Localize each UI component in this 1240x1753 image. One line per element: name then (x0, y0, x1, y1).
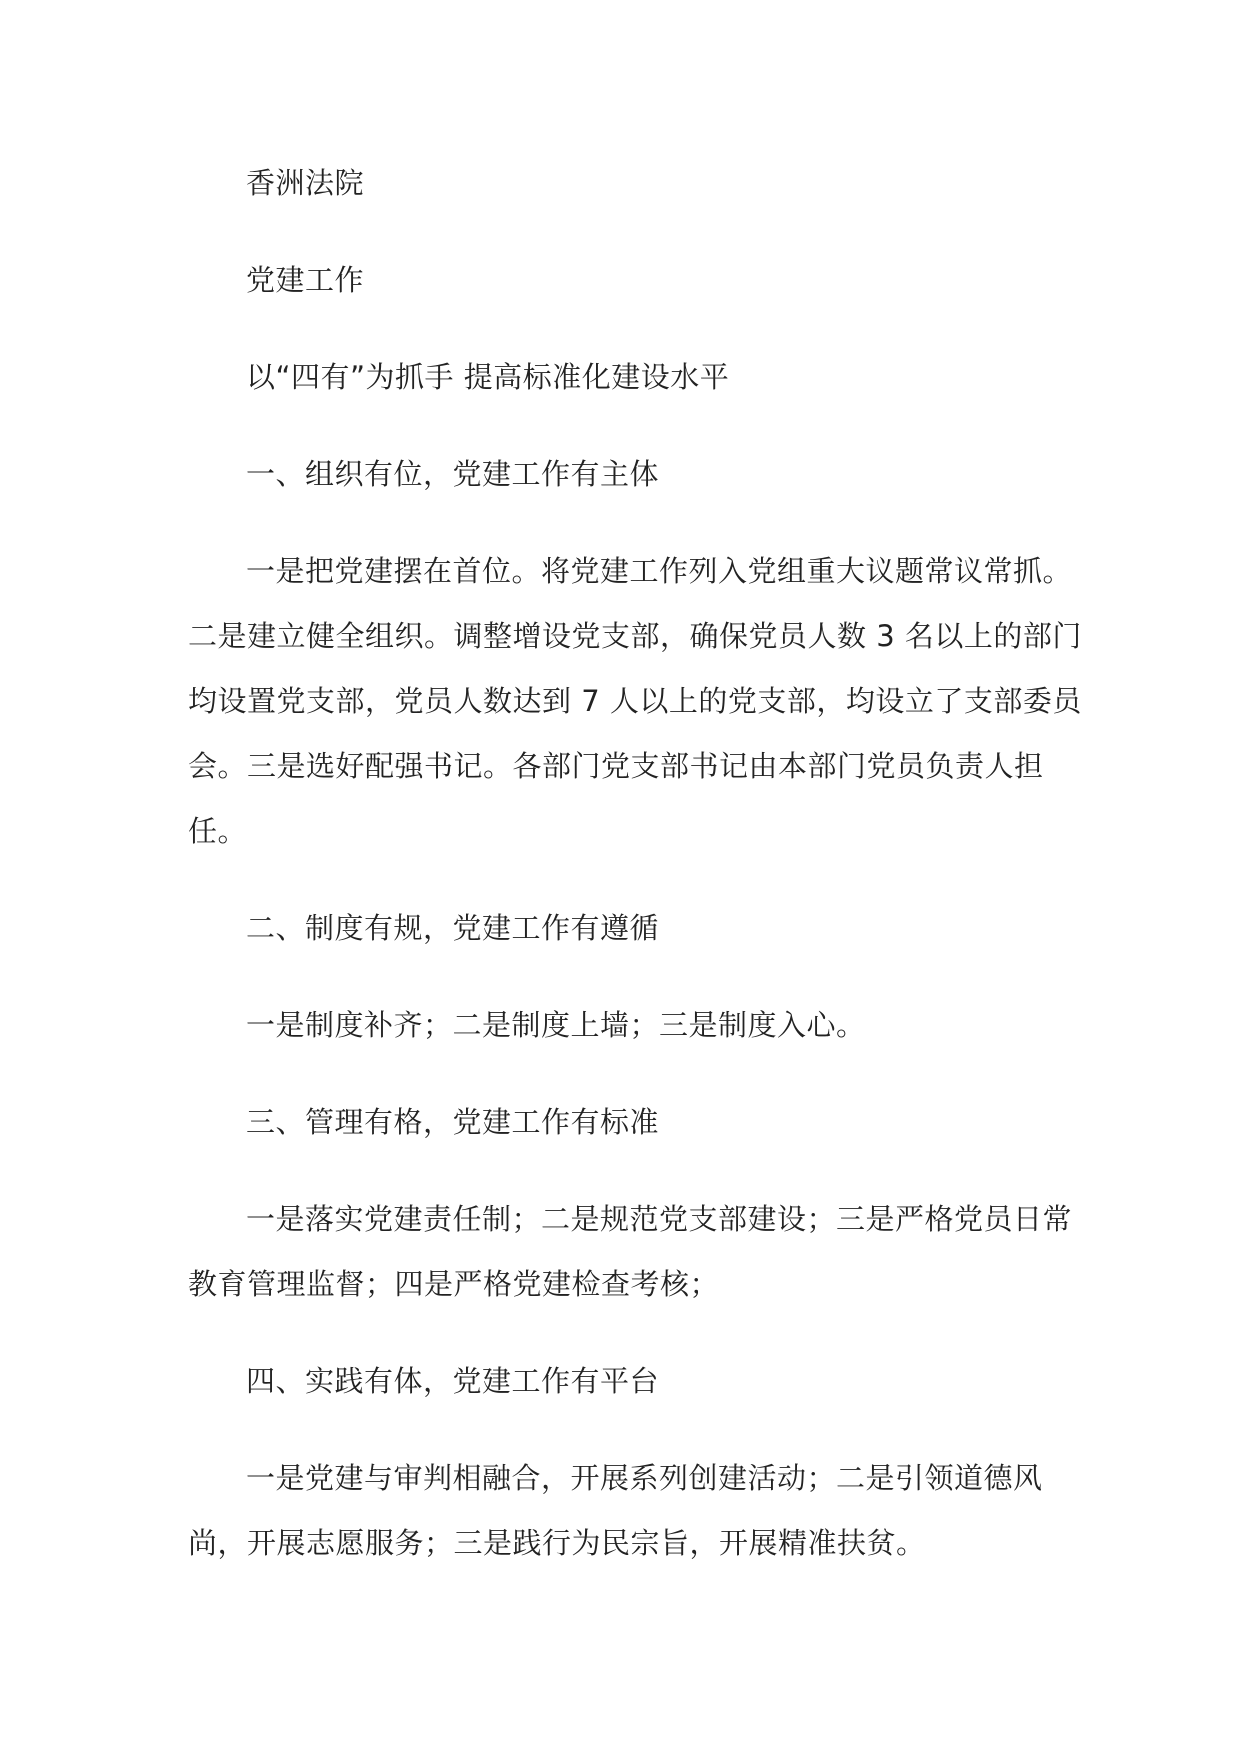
org-name: 香洲法院 (246, 166, 365, 200)
document-title: 以“四有”为抓手 提高标准化建设水平 (246, 360, 730, 394)
paragraph-line: 一是制度补齐；二是制度上墙；三是制度入心。 (246, 1008, 866, 1042)
paragraph-line: 均设置党支部，党员人数达到 7 人以上的党支部，均设立了支部委员 (188, 684, 1082, 718)
category-label: 党建工作 (246, 263, 365, 297)
paragraph-line: 尚，开展志愿服务；三是践行为民宗旨，开展精准扶贫。 (188, 1526, 926, 1560)
paragraph-line: 会。三是选好配强书记。各部门党支部书记由本部门党员负责人担 (188, 749, 1044, 783)
paragraph-line: 一是把党建摆在首位。将党建工作列入党组重大议题常议常抓。 (246, 554, 1073, 588)
section-heading: 三、管理有格，党建工作有标准 (246, 1105, 660, 1139)
paragraph-line: 一是落实党建责任制；二是规范党支部建设；三是严格党员日常 (246, 1202, 1073, 1236)
section-heading: 一、组织有位，党建工作有主体 (246, 457, 660, 491)
paragraph-line: 任。 (188, 814, 248, 848)
paragraph-line: 二是建立健全组织。调整增设党支部，确保党员人数 3 名以上的部门 (188, 619, 1082, 653)
section-heading: 二、制度有规，党建工作有遵循 (246, 911, 660, 945)
paragraph-line: 一是党建与审判相融合，开展系列创建活动；二是引领道德风 (246, 1461, 1043, 1495)
section-heading: 四、实践有体，党建工作有平台 (246, 1364, 660, 1398)
paragraph-line: 教育管理监督；四是严格党建检查考核； (188, 1267, 720, 1301)
